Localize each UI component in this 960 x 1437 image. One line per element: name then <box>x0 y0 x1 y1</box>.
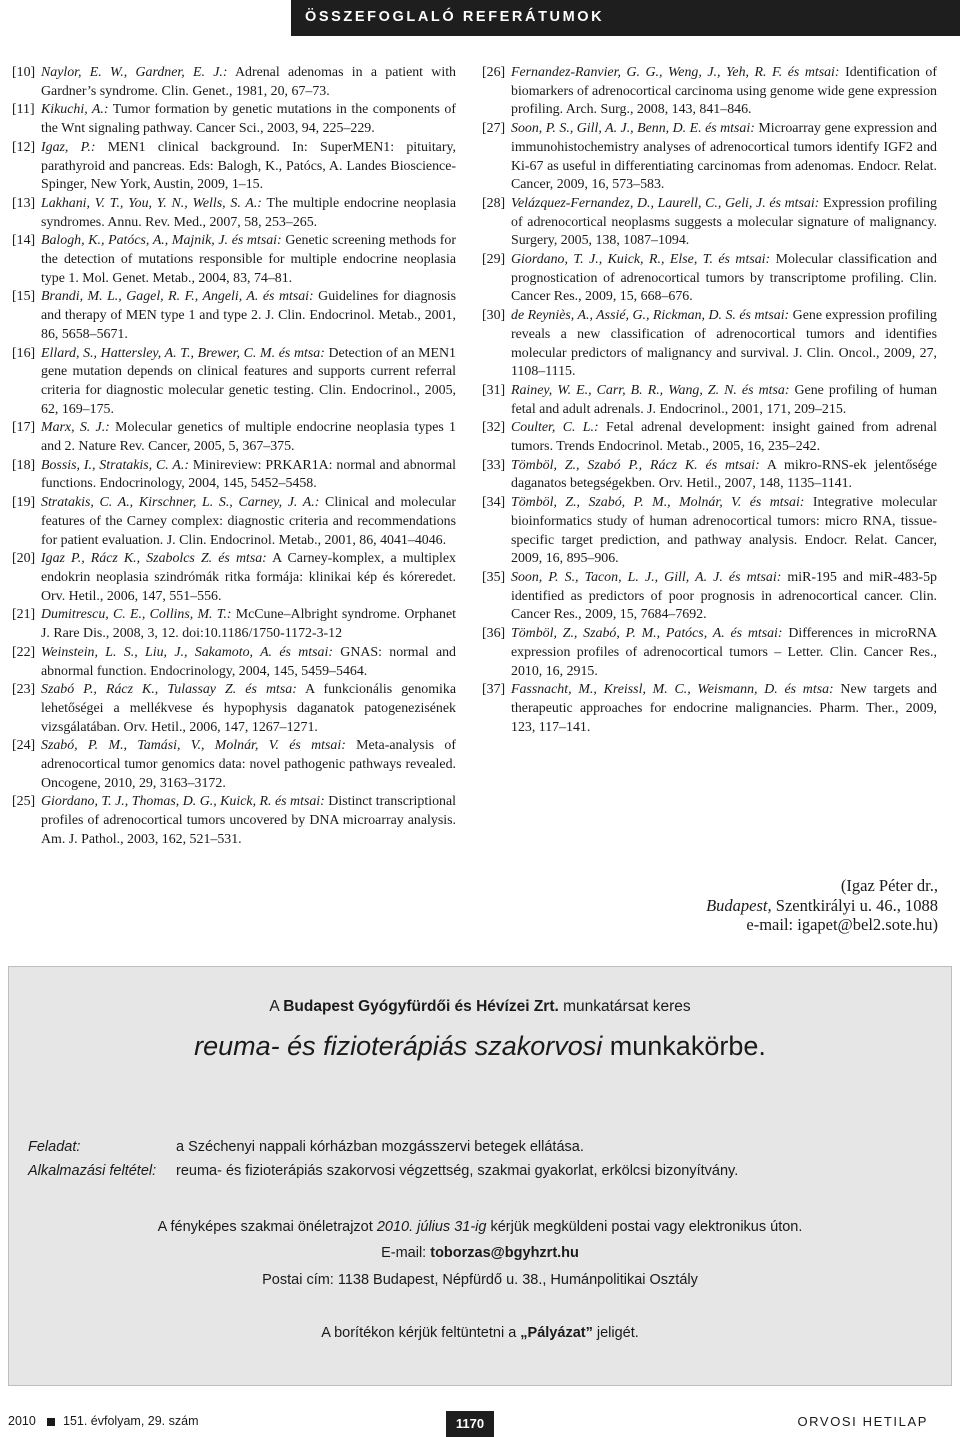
reference-authors: Tömböl, Z., Szabó, P. M., Patócs, A. és mtsai: <box>511 626 783 642</box>
reference-number: [25] <box>12 794 36 810</box>
reference-authors: Kikuchi, A.: <box>41 102 109 118</box>
reference-number: [22] <box>12 644 36 660</box>
reference-number: [19] <box>12 495 36 511</box>
reference-number: [37] <box>482 682 506 698</box>
reference-authors: Bossis, I., Stratakis, C. A.: <box>41 457 189 473</box>
reference-authors: Soon, P. S., Tacon, L. J., Gill, A. J. és mtsai: <box>511 569 782 585</box>
reference-number: [35] <box>482 569 506 585</box>
reference-authors: Stratakis, C. A., Kirschner, L. S., Carney, J. A.: <box>41 495 320 511</box>
ad-note-post: jeligét. <box>592 1325 639 1341</box>
reference-text: McCune–Albright syndrome. Orphanet J. Rare Dis., 2008, 3, 12. doi:10.1186/1750-1172-3-12 <box>41 607 457 642</box>
reference-number: [18] <box>12 457 36 473</box>
reference-text: Meta-analysis of adrenocortical tumor genomics data: novel pathogenic pathways revealed. Oncogene, 2010, 29, 3163–3172. <box>41 738 456 791</box>
reference-number: [13] <box>12 195 36 211</box>
reference-item <box>482 307 937 382</box>
reference-text: Genetic screening methods for the detection of mutations responsible for multiple endocrine neoplasia type 1. Mol. Genet. Metab., 2004, 83, 74–81. <box>41 233 456 286</box>
reference-text: Guidelines for diagnosis and therapy of MEN type 1 and type 2. J. Clin. Endocrinol. Metab., 2001, 86, 5658–5671. <box>41 289 456 342</box>
reference-number: [28] <box>482 195 506 211</box>
ad-apply-instructions <box>9 1219 951 1235</box>
page-footer <box>0 1411 960 1437</box>
signature-name: (Igaz Péter dr., <box>840 876 938 895</box>
footer-square-icon <box>47 1418 55 1426</box>
reference-number: [17] <box>12 420 36 436</box>
reference-authors: Fernandez-Ranvier, G. G., Weng, J., Yeh, R. F. és mtsai: <box>511 65 840 80</box>
reference-authors: Lakhani, V. T., You, Y. N., Wells, S. A.: <box>41 195 262 211</box>
ad-email-label: E-mail: <box>381 1245 431 1261</box>
page-number: 1170 <box>446 1411 494 1437</box>
reference-number: [24] <box>12 738 36 754</box>
reference-authors: Rainey, W. E., Carr, B. R., Wang, Z. N. és mtsa: <box>511 382 790 398</box>
journal-name: ORVOSI HETILAP <box>797 1414 928 1429</box>
ad-position-italic: reuma- és fizioterápiás szakorvosi <box>194 1031 603 1061</box>
reference-number: [36] <box>482 626 506 642</box>
reference-text: Distinct transcriptional profiles of adrenocortical tumors uncovered by DNA microarray analysis. Am. J. Pathol., 2003, 162, 521–531. <box>41 794 457 847</box>
reference-number: [15] <box>12 289 36 305</box>
reference-authors: Igaz P., Rácz K., Szabolcs Z. és mtsa: <box>41 551 267 567</box>
reference-item <box>482 494 937 569</box>
reference-item <box>12 644 456 681</box>
reference-item <box>482 457 937 494</box>
ad-intro-pre: A <box>269 998 284 1015</box>
footer-volume: 151. évfolyam, 29. szám <box>63 1414 199 1428</box>
reference-text: Expression profiling of adrenocortical neoplasms suggests a molecular signature of malignancy. Surgery, 2005, 138, 1087–1094. <box>511 195 937 249</box>
reference-authors: Fassnacht, M., Kreissl, M. C., Weismann, D. és mtsa: <box>511 682 834 698</box>
reference-text: Molecular classification and prognostication of adrenocortical tumors by transcriptome profiling. Clin. Cancer Res., 2009, 15, 668–676. <box>511 252 938 305</box>
reference-text: Identification of biomarkers of adrenocortical carcinoma using genome wide gene expression profiling. Arch. Surg., 2008, 143, 841–846. <box>511 65 937 118</box>
reference-number: [34] <box>482 495 506 511</box>
ad-intro-post: munkatársat keres <box>558 998 691 1015</box>
ad-position-post: munkakörbe. <box>602 1031 766 1061</box>
reference-item <box>12 494 456 550</box>
reference-authors: de Reyniès, A., Assié, G., Rickman, D. S. és mtsai: <box>511 308 790 324</box>
ad-company-name: Budapest Gyógyfürdői és Hévízei Zrt. <box>283 998 559 1015</box>
ad-email-link[interactable]: toborzas@bgyhzrt.hu <box>430 1245 579 1261</box>
reference-number: [14] <box>12 233 36 249</box>
reference-authors: Balogh, K., Patócs, A., Majnik, J. és mtsai: <box>41 233 282 249</box>
reference-item <box>12 139 456 195</box>
reference-item <box>12 793 456 849</box>
reference-item <box>12 681 456 737</box>
ad-note-pre: A borítékon kérjük feltüntetni a <box>321 1325 521 1341</box>
reference-item <box>482 569 937 625</box>
reference-number: [26] <box>482 65 506 80</box>
references-left-column <box>12 64 456 850</box>
reference-text: Fetal adrenal development: insight gained from adrenal tumors. Trends Endocrinol. Metab., 2005, 16, 235–242. <box>511 420 937 455</box>
reference-item <box>12 232 456 288</box>
reference-number: [33] <box>482 457 506 473</box>
reference-number: [16] <box>12 345 36 361</box>
reference-authors: Giordano, T. J., Kuick, R., Else, T. és mtsai: <box>511 252 771 268</box>
footer-year: 2010 <box>8 1414 36 1428</box>
author-signature <box>706 876 938 935</box>
reference-text: A mikro-RNS-ek jelentősége daganatos betegségekben. Orv. Hetil., 2007, 148, 1135–1141. <box>511 457 937 492</box>
reference-number: [29] <box>482 252 506 268</box>
reference-authors: Szabó P., Rácz K., Tulassay Z. és mtsa: <box>41 682 297 698</box>
reference-item <box>12 457 456 494</box>
reference-number: [11] <box>12 102 35 118</box>
reference-text: Integrative molecular bioinformatics study of human adrenocortical tumors: micro RNA, tissue-specific target prediction, and pathway analysis. Endocr. Relat. Cancer, 2009, 16, 895–906. <box>511 495 937 567</box>
ad-apply-deadline: 2010. július 31-ig <box>376 1219 487 1235</box>
reference-text: Adrenal adenomas in a patient with Gardner’s syndrome. Clin. Genet., 1981, 20, 67–73. <box>41 65 456 99</box>
reference-number: [32] <box>482 420 506 436</box>
reference-number: [21] <box>12 607 36 623</box>
reference-text: Differences in microRNA expression profiles of adrenocortical tumors – Letter. Clin. Cancer Res., 2010, 16, 2915. <box>511 626 937 679</box>
reference-item <box>12 606 456 643</box>
reference-item <box>12 419 456 456</box>
reference-number: [27] <box>482 121 506 137</box>
reference-text: The multiple endocrine neoplasia syndromes. Annu. Rev. Med., 2007, 58, 253–265. <box>41 195 456 230</box>
reference-item <box>482 419 937 456</box>
reference-text: A Carney-komplex, a multiplex endokrin neoplasia szindrómák ritka formája: klinikai kép és kóreredet. Orv. Hetil., 2006, 147, 551–556. <box>41 551 456 604</box>
ad-postal-address: Postai cím: 1138 Budapest, Népfürdő u. 38., Humánpolitikai Osztály <box>262 1272 698 1288</box>
reference-text: Microarray gene expression and immunohistochemistry analyses of adrenocortical tumors identify IGF2 and Ki-67 as useful in differentiating carcinomas from adenomas. Endocr. Relat. Cancer, 2009, 16, 573–583. <box>511 121 937 193</box>
reference-authors: Soon, P. S., Gill, A. J., Benn, D. E. és mtsai: <box>511 121 755 137</box>
ad-requirement-row <box>28 1163 738 1179</box>
reference-number: [23] <box>12 682 36 698</box>
ad-note-keyword: „Pályázat” <box>520 1325 593 1341</box>
reference-authors: Weinstein, L. S., Liu, J., Sakamoto, A. és mtsai: <box>41 644 333 660</box>
reference-text: Gene profiling of human fetal and adult adrenals. J. Endocrinol., 2001, 171, 209–215. <box>511 382 938 417</box>
reference-item <box>482 681 937 737</box>
reference-item <box>482 625 937 681</box>
reference-item <box>12 195 456 232</box>
ad-requirement-text: reuma- és fizioterápiás szakorvosi végzettség, szakmai gyakorlat, erkölcsi bizonyítvány. <box>176 1163 739 1179</box>
signature-email: e-mail: igapet@bel2.sote.hu) <box>746 915 938 934</box>
reference-authors: Tömböl, Z., Szabó P., Rácz K. és mtsai: <box>511 457 760 473</box>
reference-item <box>482 120 937 195</box>
ad-apply-post: kérjük megküldeni postai vagy elektronikus úton. <box>486 1219 803 1235</box>
signature-address <box>706 896 938 916</box>
reference-authors: Velázquez-Fernandez, D., Laurell, C., Geli, J. és mtsai: <box>511 195 820 211</box>
reference-text: A funkcionális genomika lehetőségei a mellékvese és hypophysis daganatok patogenezisének vizsgálatában. Orv. Hetil., 2006, 147, 1267–1271. <box>41 682 456 735</box>
reference-text: miR-195 and miR-483-5p identified as predictors of poor prognosis in adrenocortical cancer. Clin. Cancer Res., 2009, 15, 7684–7692. <box>511 569 937 623</box>
reference-item <box>482 251 937 307</box>
reference-authors: Igaz, P.: <box>41 139 96 155</box>
reference-authors: Ellard, S., Hattersley, A. T., Brewer, C. M. és mtsa: <box>41 345 325 361</box>
signature-street: Szentkirályi u. 46., 1088 <box>771 895 938 915</box>
reference-authors: Giordano, T. J., Thomas, D. G., Kuick, R. és mtsai: <box>41 794 325 810</box>
signature-city: Budapest, <box>706 895 772 915</box>
ad-intro <box>9 998 951 1016</box>
ad-task-row <box>28 1139 584 1155</box>
reference-number: [30] <box>482 308 506 324</box>
ad-email-row <box>9 1245 951 1261</box>
reference-number: [12] <box>12 139 36 155</box>
reference-text: GNAS: normal and abnormal function. Endocrinology, 2004, 145, 5459–5464. <box>41 644 456 679</box>
reference-authors: Naylor, E. W., Gardner, E. J.: <box>41 65 228 80</box>
reference-authors: Dumitrescu, C. E., Collins, M. T.: <box>41 607 232 623</box>
reference-item <box>12 737 456 793</box>
reference-text: Minireview: PRKAR1A: normal and abnormal functions. Endocrinology, 2004, 145, 5452–5458. <box>41 457 456 492</box>
reference-text: Clinical and molecular features of the Carney complex: diagnostic criteria and recommendations for patient evaluation. J. Clin. Endocrinol. Metab., 2001, 86, 4041–4046. <box>41 495 456 548</box>
reference-number: [20] <box>12 551 36 567</box>
reference-authors: Coulter, C. L.: <box>511 420 599 436</box>
reference-item <box>12 101 456 138</box>
reference-item <box>12 550 456 606</box>
ad-apply-pre: A fényképes szakmai önéletrajzot <box>157 1219 377 1235</box>
reference-text: MEN1 clinical background. In: SuperMEN1: pituitary, parathyroid and pancreas. Eds: Balogh, K., Patócs, A. Landes Bioscience-Spinger, New York, Austin, 2009, 1–15. <box>41 139 456 193</box>
section-title: ÖSSZEFOGLALÓ REFERÁTUMOK <box>305 9 605 25</box>
job-advertisement <box>8 966 952 1386</box>
reference-item <box>12 288 456 344</box>
reference-text: New targets and therapeutic approaches for endocrine malignancies. Pharm. Ther., 2009, 123, 117–141. <box>511 682 937 735</box>
ad-envelope-note <box>9 1325 951 1341</box>
ad-task-text: a Széchenyi nappali kórházban mozgásszervi betegek ellátása. <box>176 1139 584 1155</box>
reference-authors: Tömböl, Z., Szabó, P. M., Molnár, V. és mtsai: <box>511 495 805 511</box>
reference-text: Tumor formation by genetic mutations in the components of the Wnt signaling pathway. Cancer Sci., 2003, 94, 225–229. <box>41 102 456 137</box>
reference-item <box>482 382 937 419</box>
reference-authors: Marx, S. J.: <box>41 420 110 436</box>
reference-authors: Szabó, P. M., Tamási, V., Molnár, V. és mtsai: <box>41 738 346 754</box>
ad-requirement-label: Alkalmazási feltétel: <box>28 1163 157 1179</box>
reference-number: [10] <box>12 65 36 80</box>
ad-position-title <box>9 1031 951 1062</box>
reference-item <box>482 64 937 120</box>
reference-item <box>12 345 456 420</box>
reference-authors: Brandi, M. L., Gagel, R. F., Angeli, A. és mtsai: <box>41 289 314 305</box>
reference-text: Detection of an MEN1 gene mutation depends on clinical features and supports current referral criteria for diagnostic molecular genetic testing. Clin. Endocrinol., 2005, 62, 169–175. <box>41 345 456 417</box>
reference-number: [31] <box>482 382 506 398</box>
reference-item <box>12 64 456 101</box>
reference-text: Gene expression profiling reveals a new classification of adrenocortical tumors and identifies molecular predictors of malignancy and survival. J. Clin. Oncol., 2009, 27, 1108–1115. <box>511 308 937 380</box>
references-right-column <box>482 64 937 737</box>
ad-task-label: Feladat: <box>28 1139 81 1155</box>
reference-item <box>482 195 937 251</box>
reference-text: Molecular genetics of multiple endocrine neoplasia types 1 and 2. Nature Rev. Cancer, 2005, 5, 367–375. <box>41 420 457 455</box>
